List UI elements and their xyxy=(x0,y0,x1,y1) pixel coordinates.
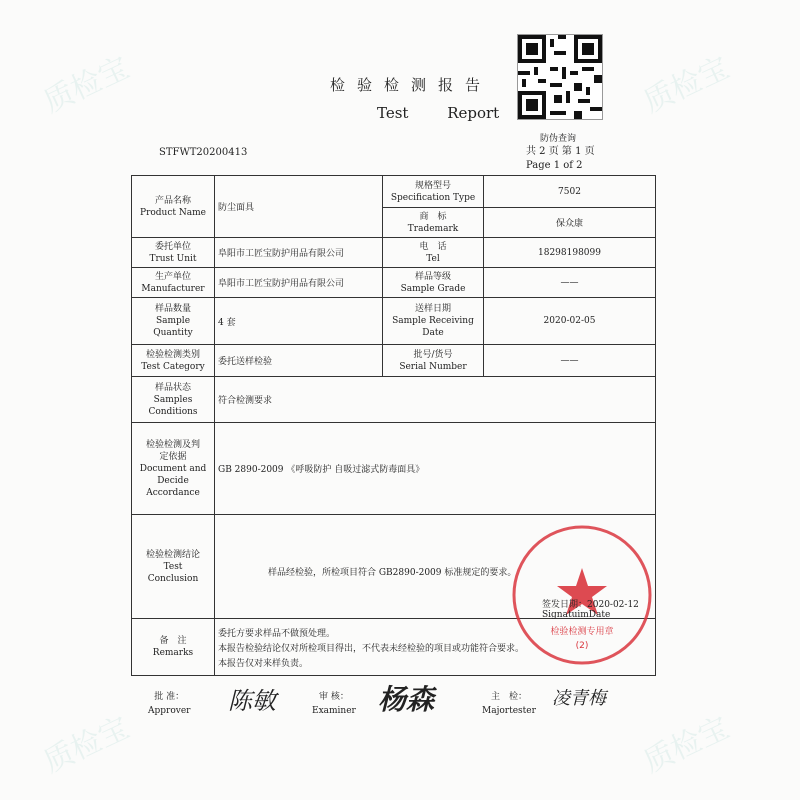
label-manufacturer: 生产单位 Manufacturer xyxy=(132,268,215,298)
value-basis: GB 2890-2009 《呼吸防护 自吸过滤式防毒面具》 xyxy=(215,423,656,515)
value-sample-quantity: 4 套 xyxy=(215,298,383,345)
label-trust-unit: 委托单位 Trust Unit xyxy=(132,238,215,268)
label-serial-number: 批号/货号 Serial Number xyxy=(383,345,484,377)
conclusion-text: 样品经检验，所检项目符合 GB2890-2009 标准规定的要求。 xyxy=(268,568,517,578)
official-stamp xyxy=(507,520,657,670)
watermark: 质检宝 xyxy=(638,50,735,121)
label-trademark: 商 标 Trademark xyxy=(383,208,484,238)
examiner-label: 审 核： Examiner xyxy=(312,692,356,716)
watermark: 质检宝 xyxy=(38,710,135,781)
watermark: 质检宝 xyxy=(38,50,135,121)
qr-label: 防伪查询 xyxy=(540,134,577,144)
sign-date: 签发日期：2020-02-12 SignatuimDate xyxy=(542,600,639,620)
watermark: 质检宝 xyxy=(638,710,735,781)
remark-line: 本报告检验结论仅对所检项目得出，不代表未经检验的项目或功能符合要求。 xyxy=(218,643,525,654)
approver-label: 批 准： Approver xyxy=(148,692,191,716)
report-title-cn: 检验检测报告 xyxy=(330,76,493,94)
examiner-signature: 杨森 xyxy=(378,683,435,716)
report-number: STFWT20200413 xyxy=(159,147,248,158)
value-product-name: 防尘面具 xyxy=(215,176,383,238)
svg-text:检验检测专用章: 检验检测专用章 xyxy=(550,627,614,637)
value-manufacturer: 阜阳市工匠宝防护用品有限公司 xyxy=(215,268,383,298)
page-info-en: Page 1 of 2 xyxy=(526,160,583,171)
label-product-name: 产品名称 Product Name xyxy=(132,176,215,238)
majortester-signature: 凌青梅 xyxy=(552,688,606,709)
qr-code[interactable] xyxy=(517,34,603,120)
remark-line: 本报告仅对来样负责。 xyxy=(218,658,309,669)
label-sample-quantity: 样品数量 Sample Quantity xyxy=(132,298,215,345)
remark-line: 委托方要求样品不做预处理。 xyxy=(218,628,336,639)
majortester-label: 主 检： Majortester xyxy=(482,692,536,716)
value-trust-unit: 阜阳市工匠宝防护用品有限公司 xyxy=(215,238,383,268)
label-sample-grade: 样品等级 Sample Grade xyxy=(383,268,484,298)
label-sample-conditions: 样品状态 Samples Conditions xyxy=(132,377,215,423)
value-sample-grade: —— xyxy=(484,268,656,298)
label-conclusion: 检验检测结论 Test Conclusion xyxy=(132,515,215,619)
value-serial-number: —— xyxy=(484,345,656,377)
page-info xyxy=(526,145,595,173)
label-receiving-date: 送样日期 Sample Receiving Date xyxy=(383,298,484,345)
svg-text:(2): (2) xyxy=(575,641,589,651)
value-sample-conditions: 符合检测要求 xyxy=(215,377,656,423)
label-test-category: 检验检测类别 Test Category xyxy=(132,345,215,377)
value-trademark: 保众康 xyxy=(484,208,656,238)
label-tel: 电 话 Tel xyxy=(383,238,484,268)
label-spec-type: 规格型号 Specification Type xyxy=(383,176,484,208)
value-spec-type: 7502 xyxy=(484,176,656,208)
value-tel: 18298198099 xyxy=(484,238,656,268)
value-receiving-date: 2020-02-05 xyxy=(484,298,656,345)
qr-code-icon xyxy=(518,35,602,119)
value-test-category: 委托送样检验 xyxy=(215,345,383,377)
report-title-en: Test Report xyxy=(377,104,500,122)
label-basis: 检验检测及判 定依据 Document and Decide Accordance xyxy=(132,423,215,515)
page-info-cn: 共 2 页 第 1 页 xyxy=(526,146,595,157)
label-remarks: 备 注 Remarks xyxy=(132,619,215,676)
approver-signature: 陈敏 xyxy=(228,687,276,715)
